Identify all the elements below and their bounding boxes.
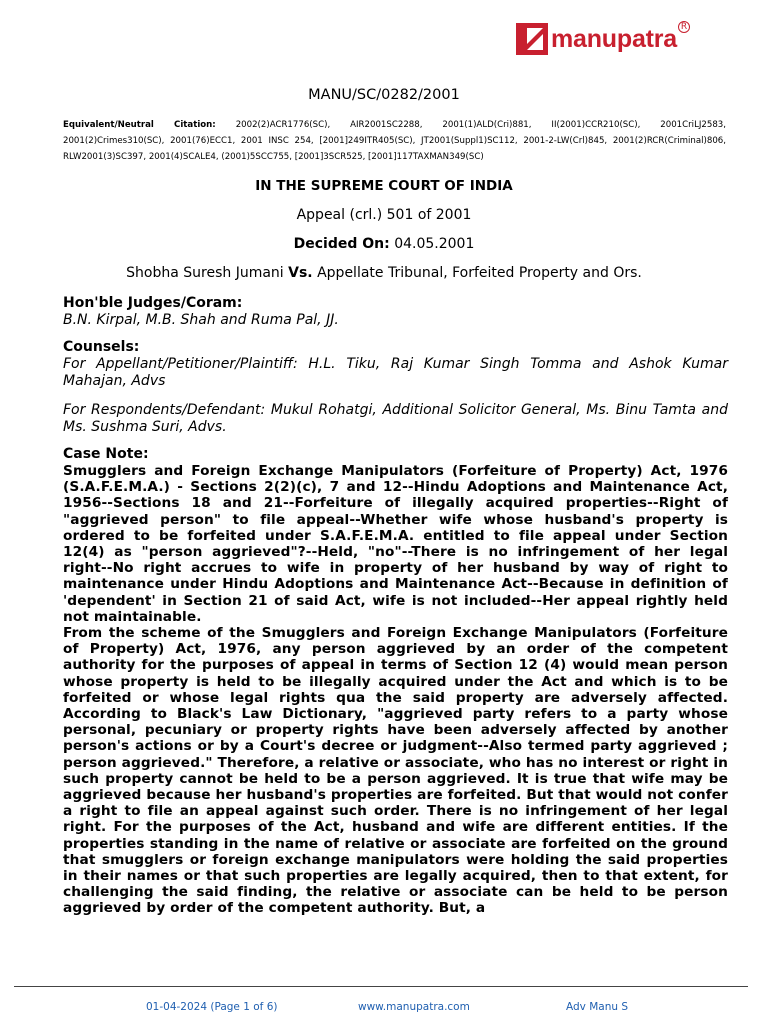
citation-text: 2002(2)ACR1776(SC), AIR2001SC2288, 2001(1)ALD(Cri)881, II(2001)CCR210(SC), 2001CriLJ2583, 2001(2)Crimes310(SC), 2001(76)ECC1, 2001 INSC 254, [2001]249ITR405(SC), JT2001(Suppl1)SC112, 2001-2-LW(Crl)845, 2001(2)RCR(Criminal)806, RLW2001(3)SC397, 2001(4)SCALE4, (2001)5SCC755, [2001]3SCR525, [2001]117TAXMAN349(SC) xyxy=(63,120,726,162)
court-name: IN THE SUPREME COURT OF INDIA xyxy=(255,178,513,194)
footer-divider xyxy=(14,986,748,987)
footer-user: Adv Manu S xyxy=(566,1001,629,1013)
petitioner-name: Shobha Suresh Jumani xyxy=(126,265,284,281)
registered-mark-icon: R xyxy=(678,21,690,33)
appeal-number: Appeal (crl.) 501 of 2001 xyxy=(296,207,472,223)
manupatra-logo-icon xyxy=(516,23,548,55)
judges-section xyxy=(63,295,728,329)
case-parties xyxy=(0,265,768,281)
case-note-section xyxy=(63,446,728,917)
decided-label: Decided On: xyxy=(293,236,390,252)
decided-date: 04.05.2001 xyxy=(394,236,475,252)
decided-on xyxy=(0,236,768,252)
manupatra-logo xyxy=(516,22,690,56)
judges-heading: Hon'ble Judges/Coram: xyxy=(63,295,243,311)
respondent-counsel: For Respondents/Defendant: Mukul Rohatgi, Additional Solicitor General, Ms. Binu Tamta and Ms. Sushma Suri, Advs. xyxy=(63,402,728,435)
counsels-heading: Counsels: xyxy=(63,339,140,355)
equivalent-citation xyxy=(63,117,726,165)
judges-names: B.N. Kirpal, M.B. Shah and Ruma Pal, JJ. xyxy=(63,312,339,328)
citation-label: Equivalent/Neutral Citation: xyxy=(63,120,216,130)
footer-page-info: 01-04-2024 (Page 1 of 6) xyxy=(146,1001,278,1013)
case-note-heading: Case Note: xyxy=(63,446,149,462)
appellant-counsel: For Appellant/Petitioner/Plaintiff: H.L. Tiku, Raj Kumar Singh Tomma and Ashok Kumar Mahajan, Advs xyxy=(63,356,728,389)
respondent-counsel-section xyxy=(63,402,728,436)
footer-website-link[interactable]: www.manupatra.com xyxy=(358,1001,470,1013)
manu-citation-id: MANU/SC/0282/2001 xyxy=(308,87,460,103)
logo-text: manupatra xyxy=(551,24,678,53)
case-note-paragraph: Smugglers and Foreign Exchange Manipulators (Forfeiture of Property) Act, 1976 (S.A.F.E.M.A.) - Sections 2(2)(c), 7 and 12--Hindu Adoptions and Maintenance Act, 1956--Sections 18 and 21--Forfeiture of illegally acquired properties--Right of "aggrieved person" to file appeal--Whether wife whose husband's property is ordered to be forfeited under S.A.F.E.M.A. entitled to file appeal under Section 12(4) as "person aggrieved"?--Held, "no"--There is no infringement of her legal right--No right accrues to wife in property of her husband by way of right to maintenance under Hindu Adoptions and Maintenance Act--Because in definition of 'dependent' in Section 21 of said Act, wife is not included--Her appeal rightly held not maintainable. xyxy=(63,463,728,625)
versus-label: Vs. xyxy=(288,265,313,281)
counsels-section xyxy=(63,339,728,390)
respondent-name: Appellate Tribunal, Forfeited Property and Ors. xyxy=(317,265,642,281)
case-note-paragraph: From the scheme of the Smugglers and Foreign Exchange Manipulators (Forfeiture of Property) Act, 1976, any person aggrieved by an order of the competent authority for the purposes of appeal in terms of Section 12 (4) would mean person whose property is held to be illegally acquired under the Act and which is to be forfeited or whose legal rights qua the said property are adversely affected. According to Black's Law Dictionary, "aggrieved party refers to a party whose personal, pecuniary or property rights have been adversely affected by another person's actions or by a Court's decree or judgment--Also termed party aggrieved ; person aggrieved." Therefore, a relative or associate, who has no interest or right in such property cannot be held to be a person aggrieved. It is true that wife may be aggrieved because her husband's properties are forfeited. But that would not confer a right to file an appeal against such order. There is no infringement of her legal right. For the purposes of the Act, husband and wife are different entities. If the properties standing in the name of relative or associate are forfeited on the ground that smugglers or foreign exchange manipulators were holding the said properties in their names or that such properties are legally acquired, then to that extent, for challenging the said finding, the relative or associate can be held to be person aggrieved by order of the competent authority. But, a xyxy=(63,625,728,917)
